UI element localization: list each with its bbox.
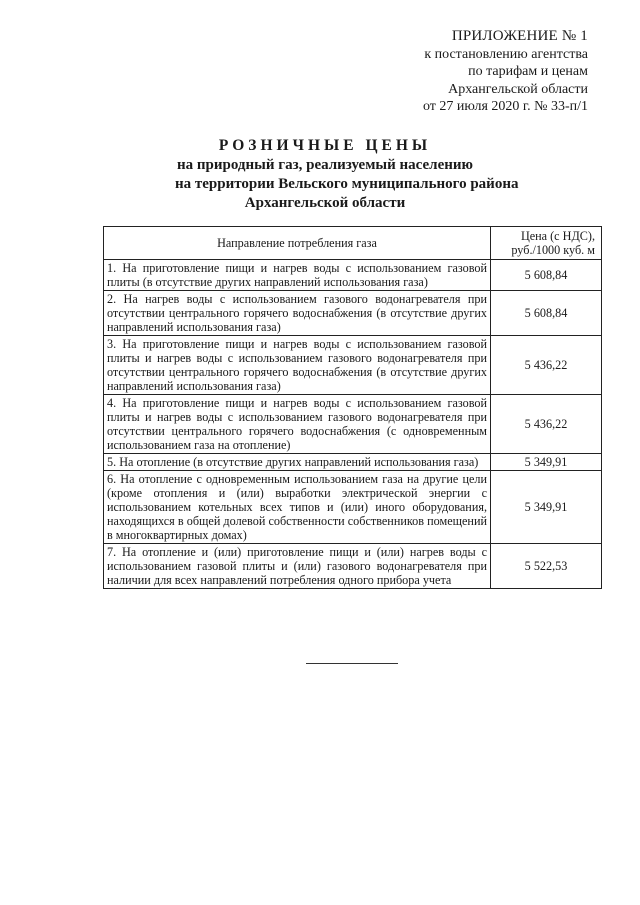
appendix-title: ПРИЛОЖЕНИЕ № 1 (451, 28, 588, 44)
header-price: Цена (с НДС), руб./1000 куб. м (491, 227, 602, 260)
appendix-line: к постановлению агентства (424, 46, 588, 62)
table-row (104, 395, 602, 454)
table-row (104, 471, 602, 544)
table-header-row (104, 227, 602, 260)
row-direction: 7. На отопление и (или) приготовление пищи и (или) нагрев воды с использованием газовой плиты и (или) газового водонагревателя при наличии для всех направлений потребления одного прибора учета (104, 544, 491, 589)
table-row (104, 454, 602, 471)
table-row (104, 336, 602, 395)
appendix-block (368, 28, 588, 116)
appendix-line: по тарифам и ценам (468, 64, 588, 79)
document-subtitle-line: на природный газ, реализуемый населению (177, 157, 473, 173)
row-price: 5 522,53 (491, 544, 602, 589)
table-row (104, 260, 602, 291)
document-subtitle-line: на территории Вельского муниципального района (175, 176, 519, 192)
row-price: 5 436,22 (491, 336, 602, 395)
table-row (104, 544, 602, 589)
document-heading (0, 136, 640, 213)
appendix-line: от 27 июля 2020 г. № 33-п/1 (422, 99, 588, 114)
row-price: 5 436,22 (491, 395, 602, 454)
price-table (103, 226, 602, 589)
document-title: РОЗНИЧНЫЕ ЦЕНЫ (218, 137, 432, 154)
document-subtitle-line: Архангельской области (244, 195, 406, 211)
row-direction: 2. На нагрев воды с использованием газового водонагревателя при отсутствии центрального горячего водоснабжения (в отсутствие других направлений использования газа) (104, 291, 491, 336)
table-row (104, 291, 602, 336)
header-direction: Направление потребления газа (104, 227, 491, 260)
row-direction: 6. На отопление с одновременным использованием газа на другие цели (кроме отопления и (или) выработки электрической энергии с использованием котельных всех типов и (или) иного оборудования, находящихся в общей долевой собственности собственников помещений в многоквартирных домах) (104, 471, 491, 544)
row-price: 5 349,91 (491, 454, 602, 471)
row-price: 5 608,84 (491, 291, 602, 336)
appendix-line: Архангельской области (448, 81, 588, 97)
row-direction: 1. На приготовление пищи и нагрев воды с использованием газовой плиты (в отсутствие других направлений использования газа) (104, 260, 491, 291)
closing-rule (306, 663, 398, 664)
row-direction: 4. На приготовление пищи и нагрев воды с использованием газовой плиты и нагрев воды с использованием газового водонагревателя при отсутствии центрального горячего водоснабжения (с одновременным использованием газа на отопление) (104, 395, 491, 454)
row-price: 5 349,91 (491, 471, 602, 544)
row-direction: 5. На отопление (в отсутствие других направлений использования газа) (104, 454, 491, 471)
row-direction: 3. На приготовление пищи и нагрев воды с использованием газовой плиты и нагрев воды с использованием газового водонагревателя при отсутствии центрального горячего водоснабжения (в отсутствие других направлений использования газа) (104, 336, 491, 395)
row-price: 5 608,84 (491, 260, 602, 291)
